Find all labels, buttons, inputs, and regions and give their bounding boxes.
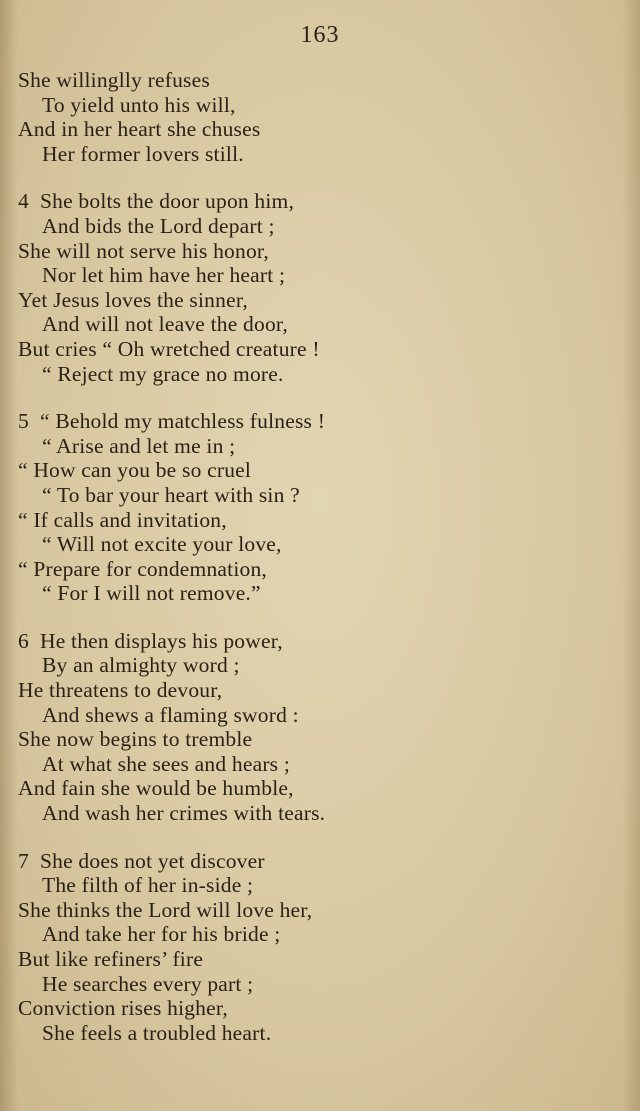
verse-line-text: And fain she would be humble, <box>18 776 294 801</box>
verse-line <box>18 727 618 752</box>
verse-line <box>18 68 618 93</box>
verse-line <box>18 752 618 777</box>
verse-line <box>18 557 618 582</box>
verse-line <box>18 922 618 947</box>
verse-line-text: But cries “ Oh wretched creature ! <box>18 336 320 361</box>
verse-line-text: At what she sees and hears ; <box>42 751 290 776</box>
verse-line-text: She bolts the door upon him, <box>40 189 295 214</box>
verse-line-text: And in her heart she chuses <box>18 117 261 142</box>
verse-line <box>18 849 618 874</box>
verse-line-text: Nor let him have her heart ; <box>42 263 286 288</box>
verse-line <box>18 93 618 118</box>
verse-line <box>18 362 618 387</box>
verse-line <box>18 776 618 801</box>
page-edge-shadow-right <box>622 0 640 1111</box>
verse-line-text: Her former lovers still. <box>42 141 244 166</box>
verse-line <box>18 972 618 997</box>
stanza <box>18 849 618 1046</box>
verse-line <box>18 288 618 313</box>
verse-line-text: She thinks the Lord will love her, <box>18 897 313 922</box>
verse-line <box>18 263 618 288</box>
verse-line <box>18 947 618 972</box>
verse-line <box>18 239 618 264</box>
stanza-number: 5 <box>18 409 29 434</box>
page-number: 163 <box>300 22 340 48</box>
stanza <box>18 189 618 386</box>
verse-line-text: And wash her crimes with tears. <box>42 801 326 826</box>
verse-line-text: And shews a flaming sword : <box>42 702 299 727</box>
verse-line <box>18 898 618 923</box>
verse-line <box>18 703 618 728</box>
verse-line <box>18 337 618 362</box>
verse-line-text: She now begins to tremble <box>18 727 253 752</box>
verse-line-text: “ Will not excite your love, <box>42 532 282 557</box>
verse-line-text: “ How can you be so cruel <box>18 458 252 483</box>
stanza <box>18 629 618 826</box>
verse-line <box>18 117 618 142</box>
verse-line-text: By an almighty word ; <box>42 653 240 678</box>
hymn-text <box>18 68 618 1068</box>
verse-line <box>18 508 618 533</box>
verse-line-text: She willinglly refuses <box>18 68 210 92</box>
verse-line <box>18 653 618 678</box>
stanza-number: 4 <box>18 189 29 214</box>
verse-line <box>18 581 618 606</box>
verse-line-text: Yet Jesus loves the sinner, <box>18 287 248 312</box>
verse-line <box>18 532 618 557</box>
verse-line <box>18 312 618 337</box>
page-edge-shadow-left <box>0 0 18 1111</box>
verse-line-text: He then displays his power, <box>40 628 283 653</box>
verse-line-text: She feels a troubled heart. <box>42 1020 272 1045</box>
verse-line <box>18 142 618 167</box>
verse-line-text: “ Behold my matchless fulness ! <box>40 409 326 434</box>
stanza-number: 6 <box>18 628 29 653</box>
verse-line-text: And take her for his bride ; <box>42 922 281 947</box>
verse-line-text: She will not serve his honor, <box>18 238 269 263</box>
verse-line-text: He threatens to devour, <box>18 678 223 703</box>
verse-line <box>18 996 618 1021</box>
verse-line <box>18 434 618 459</box>
verse-line-text: And bids the Lord depart ; <box>42 213 275 238</box>
verse-line <box>18 801 618 826</box>
verse-line-text: He searches every part ; <box>42 971 254 996</box>
verse-line-text: “ Arise and let me in ; <box>42 433 236 458</box>
verse-line-text: The filth of her in-side ; <box>42 873 254 898</box>
verse-line-text: To yield unto his will, <box>42 92 236 117</box>
verse-line <box>18 678 618 703</box>
verse-line <box>18 409 618 434</box>
verse-line-text: But like refiners’ fire <box>18 947 204 971</box>
stanza-number: 7 <box>18 848 29 873</box>
verse-line <box>18 483 618 508</box>
verse-line-text: “ For I will not remove.” <box>42 581 261 606</box>
verse-line-text: “ Prepare for condemnation, <box>18 556 267 581</box>
verse-line <box>18 629 618 654</box>
verse-line <box>18 458 618 483</box>
verse-line <box>18 214 618 239</box>
verse-line <box>18 189 618 214</box>
verse-line-text: She does not yet discover <box>40 848 265 873</box>
verse-line-text: Conviction rises higher, <box>18 996 228 1021</box>
verse-line <box>18 1021 618 1046</box>
verse-line <box>18 873 618 898</box>
verse-line-text: “ To bar your heart with sin ? <box>42 482 300 507</box>
stanza <box>18 409 618 606</box>
verse-line-text: And will not leave the door, <box>42 312 288 337</box>
verse-line-text: “ Reject my grace no more. <box>42 361 284 386</box>
stanza <box>18 68 618 166</box>
verse-line-text: “ If calls and invitation, <box>18 507 227 532</box>
